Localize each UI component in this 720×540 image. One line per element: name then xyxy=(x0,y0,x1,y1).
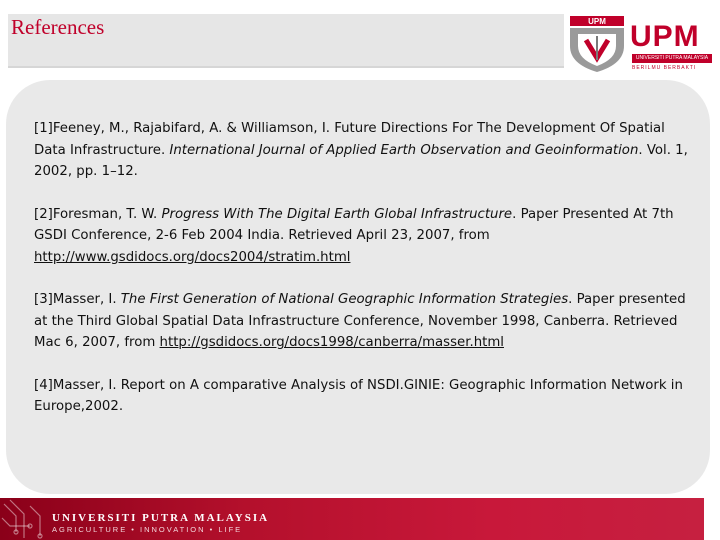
reference-text: Masser, I. Report on A comparative Analysis of NSDI.GINIE: Geographic Information Network in Europe,2002. xyxy=(34,377,683,414)
reference-label: [4] xyxy=(34,377,53,393)
reference-italic-title: Progress With The Digital Earth Global Infrastructure xyxy=(161,206,513,222)
reference-text: Masser, I. xyxy=(52,292,121,307)
reference-item xyxy=(34,375,694,418)
circuit-pattern-icon xyxy=(0,498,48,540)
title-divider xyxy=(8,66,564,68)
reference-list xyxy=(34,118,694,439)
upm-motto: BERILMU BERBAKTI xyxy=(632,65,697,71)
crest-mark-text: UPM xyxy=(588,17,606,26)
upm-logo xyxy=(568,10,716,76)
reference-item xyxy=(34,289,694,354)
reference-text-tail: . Vol. 1, 2002, pp. 1–12. xyxy=(34,142,688,179)
reference-text-tail: . Paper Presented At 7th GSDI Conference, 2-6 Feb 2004 India. Retrieved April 23, 2007, from xyxy=(34,206,674,243)
reference-label: [1] xyxy=(34,121,53,136)
upm-crest-icon xyxy=(568,16,626,72)
upm-wordmark: UPM xyxy=(630,20,700,53)
slide-title: References xyxy=(11,15,105,39)
reference-label: [2] xyxy=(34,206,53,222)
reference-item xyxy=(34,118,694,183)
footer-university-name: UNIVERSITI PUTRA MALAYSIA xyxy=(52,512,270,524)
reference-link[interactable]: http://www.gsdidocs.org/docs2004/stratim.html xyxy=(34,249,351,265)
upm-subtitle: UNIVERSITI PUTRA MALAYSIA xyxy=(632,54,712,63)
reference-text: Feeney, M., Rajabifard, A. & Williamson, I. Future Directions For The Development Of Spatial Data Infrastructure. xyxy=(34,121,665,158)
reference-italic-title: International Journal of Applied Earth Observation and Geoinformation xyxy=(169,142,639,158)
reference-link[interactable]: http://gsdidocs.org/docs1998/canberra/masser.html xyxy=(159,335,504,350)
reference-text-tail: . Paper presented at the Third Global Spatial Data Infrastructure Conference, November 1998, Canberra. Retrieved Mac 6, 2007, from xyxy=(34,292,686,350)
reference-label: [3] xyxy=(34,292,53,307)
footer-tagline: AGRICULTURE • INNOVATION • LIFE xyxy=(52,525,243,534)
footer-banner xyxy=(0,498,704,540)
reference-item xyxy=(34,204,694,269)
reference-text: Foresman, T. W. xyxy=(52,206,162,222)
reference-italic-title: The First Generation of National Geographic Information Strategies xyxy=(120,292,569,307)
